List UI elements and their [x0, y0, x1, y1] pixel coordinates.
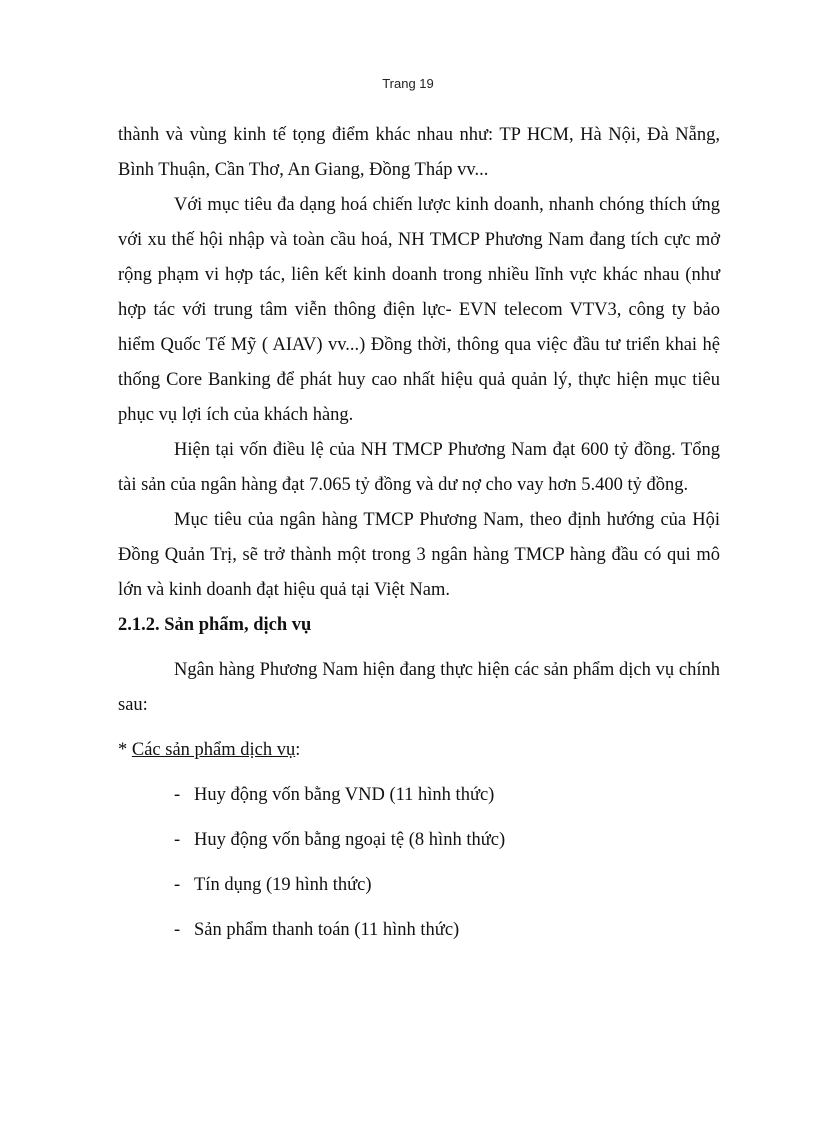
list-item	[118, 868, 720, 903]
document-body	[118, 118, 720, 958]
list-item-text: Huy động vốn bằng VND (11 hình thức)	[194, 785, 495, 805]
paragraph-continuation: thành và vùng kinh tế tọng điểm khác nhau như: TP HCM, Hà Nội, Đà Nẵng, Bình Thuận, Cần Thơ, An Giang, Đồng Tháp vv...	[118, 125, 720, 180]
bullet-dash: -	[174, 785, 181, 805]
bullet-dash: -	[174, 875, 181, 895]
products-label-text: Các sản phẩm dịch vụ	[131, 740, 296, 760]
list-item-text: Huy động vốn bằng ngoại tệ (8 hình thức)	[194, 830, 506, 850]
paragraph-capital: Hiện tại vốn điều lệ của NH TMCP Phương Nam đạt 600 tỷ đồng. Tổng tài sản của ngân hàng đạt 7.065 tỷ đồng và dư nợ cho vay hơn 5.400 tỷ đồng.	[118, 440, 720, 495]
list-item	[118, 778, 720, 813]
list-item-text: Tín dụng (19 hình thức)	[194, 875, 372, 895]
products-label	[118, 733, 720, 768]
products-label-suffix: :	[295, 740, 301, 760]
page-number-header: Trang 19	[382, 76, 434, 91]
bullet-dash: -	[174, 830, 181, 850]
products-label-prefix: *	[118, 740, 132, 760]
paragraph-goal: Mục tiêu của ngân hàng TMCP Phương Nam, theo định hướng của Hội Đồng Quản Trị, sẽ trở thành một trong 3 ngân hàng TMCP hàng đầu có qui mô lớn và kinh doanh đạt hiệu quả tại Việt Nam.	[118, 510, 720, 600]
paragraph-products-intro: Ngân hàng Phương Nam hiện đang thực hiện các sản phẩm dịch vụ chính sau:	[118, 660, 720, 715]
list-item	[118, 823, 720, 858]
bullet-dash: -	[174, 920, 181, 940]
list-item-text: Sản phẩm thanh toán (11 hình thức)	[194, 920, 460, 940]
products-list	[118, 778, 720, 948]
list-item	[118, 913, 720, 948]
section-heading: 2.1.2. Sản phẩm, dịch vụ	[118, 615, 312, 635]
paragraph-strategy: Với mục tiêu đa dạng hoá chiến lược kinh doanh, nhanh chóng thích ứng với xu thế hội nhập và toàn cầu hoá, NH TMCP Phương Nam đang tích cực mở rộng phạm vi hợp tác, liên kết kinh doanh trong nhiều lĩnh vực khác nhau (như hợp tác với trung tâm viễn thông điện lực- EVN telecom VTV3, công ty bảo hiểm Quốc Tế Mỹ ( AIAV) vv...) Đồng thời, thông qua việc đầu tư triển khai hệ thống Core Banking để phát huy cao nhất hiệu quả quản lý, thực hiện mục tiêu phục vụ lợi ích của khách hàng.	[118, 195, 720, 425]
